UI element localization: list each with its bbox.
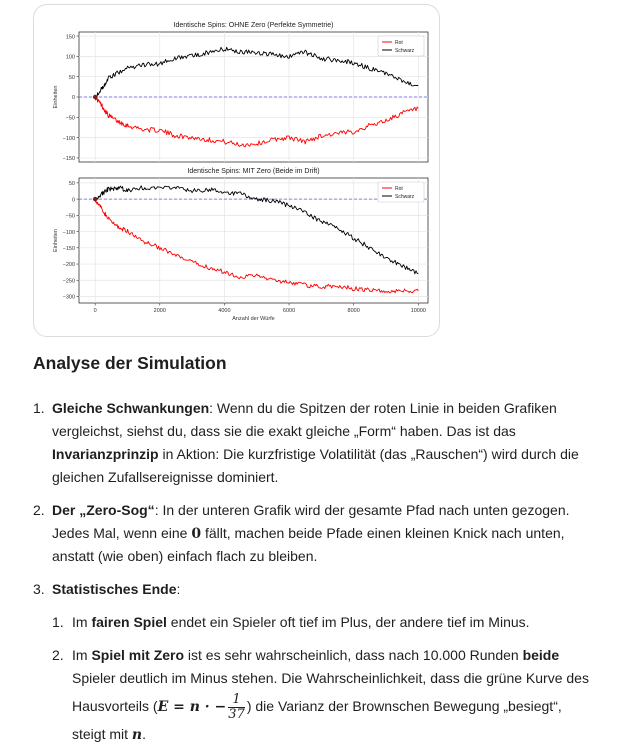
item-1-line-1: Gleiche Schwankungen: Wenn du die Spitzen der roten Linie in beiden Grafiken xyxy=(52,400,557,416)
chart-2-ytick-label: −150 xyxy=(62,246,75,253)
item-2-title: Der „Zero-Sog“ xyxy=(52,502,155,518)
item-1-line-2: vergleichst, siehst du, dass sie die exakt gleiche „Form“ haben. Das ist das xyxy=(52,423,516,439)
chart-2-ytick-label: −200 xyxy=(62,262,75,269)
chart-1-ytick-label: −150 xyxy=(62,156,75,163)
chart-2-xtick-label: 2000 xyxy=(153,308,166,314)
chart-figure xyxy=(0,0,622,340)
chart-2-ytick-label: −100 xyxy=(62,229,75,236)
chart-1-ylabel: Einheiten xyxy=(53,85,59,109)
chart-2-ylabel: Einheiten xyxy=(53,229,59,252)
item-2-number: 2. xyxy=(33,502,45,518)
chart-1-ytick-label: 0 xyxy=(71,95,75,102)
chart-2-ytick-label: −250 xyxy=(62,278,75,285)
item-1-line-3: Invarianzprinzip in Aktion: Die kurzfristige Volatilität (das „Rauschen“) wird durch die xyxy=(52,446,579,462)
chart-2-ytick-label: 0 xyxy=(71,197,75,204)
chart-2-frame xyxy=(79,178,428,303)
item-2-line-1: Der „Zero-Sog“: In der unteren Grafik wird der gesamte Pfad nach unten gezogen. xyxy=(52,502,570,518)
formula: E = n · − xyxy=(157,699,227,715)
chart-2-ytick-label: −50 xyxy=(65,213,75,220)
chart-1-title: Identische Spins: OHNE Zero (Perfekte Symmetrie) xyxy=(173,22,334,29)
item-1-number: 1. xyxy=(33,400,45,416)
chart-2-legend-label-schwarz: Schwarz xyxy=(395,193,415,200)
chart-2-ytick-label: 50 xyxy=(68,181,75,188)
item-2-line-3: anstatt (wie oben) einfach flach zu bleiben. xyxy=(52,548,318,564)
item-3-title: Statistisches Ende xyxy=(52,581,177,597)
sub-item-2-line-1: Im Spiel mit Zero ist es sehr wahrscheinlich, dass nach 10.000 Runden beide xyxy=(72,647,560,663)
chart-2-xtick-label: 10000 xyxy=(410,308,426,314)
sub-item-2-line-3: Hausvorteils (E = n · − $\frac{1}{37}$ ) die Varianz der Brownschen Bewegung „besiegt“, xyxy=(72,691,562,722)
sub-item-2-line-2: Spieler deutlich im Minus stehen. Die Wahrscheinlichkeit, dass die grüne Kurve des xyxy=(72,670,589,686)
chart-2-xtick-label: 6000 xyxy=(282,308,296,314)
sub-item-1-number: 1. xyxy=(52,614,64,630)
sub-item-2-line-4: steigt mit n. xyxy=(72,726,146,743)
sub-item-2-number: 2. xyxy=(52,647,64,663)
chart-1-ytick-label: 50 xyxy=(68,74,75,81)
sub-item-1-text: Im fairen Spiel endet ein Spieler oft tief im Plus, der andere tief im Minus. xyxy=(72,614,530,630)
chart-2-xtick-label: 8000 xyxy=(347,308,360,314)
chart-2-xlabel: Anzahl der Würfe xyxy=(232,316,275,322)
chart-2-start-marker xyxy=(93,197,97,201)
chart-1-legend-label-rot: Rot xyxy=(395,39,403,46)
chart-1-start-marker xyxy=(93,95,97,99)
chart-1-ytick-label: −100 xyxy=(62,135,75,142)
item-3-line-1: Statistisches Ende: xyxy=(52,581,181,597)
item-2-line-2: Jedes Mal, wenn eine 0 fällt, machen beide Pfade einen kleinen Knick nach unten, xyxy=(52,525,565,542)
item-3-number: 3. xyxy=(33,581,45,597)
chart-2-xtick-label: 0 xyxy=(93,308,97,314)
chart-2-ytick-label: −300 xyxy=(62,294,75,301)
chart-1-ytick-label: −50 xyxy=(65,115,75,122)
item-1-line-4: gleichen Zufallsereignisse dominiert. xyxy=(52,469,279,485)
chart-1-ytick-label: 100 xyxy=(65,54,75,61)
chart-1-ytick-label: 150 xyxy=(65,34,75,41)
item-1-title: Gleiche Schwankungen xyxy=(52,400,210,416)
analysis-heading: Analyse der Simulation xyxy=(33,353,227,373)
chart-2-xtick-label: 4000 xyxy=(218,308,231,314)
chart-2-legend-label-rot: Rot xyxy=(395,185,403,192)
formula-fraction: $\frac{1}{37}$ xyxy=(228,691,245,722)
chart-2-title: Identische Spins: MIT Zero (Beide im Drift) xyxy=(187,168,320,175)
chart-1-legend-label-schwarz: Schwarz xyxy=(395,47,415,54)
